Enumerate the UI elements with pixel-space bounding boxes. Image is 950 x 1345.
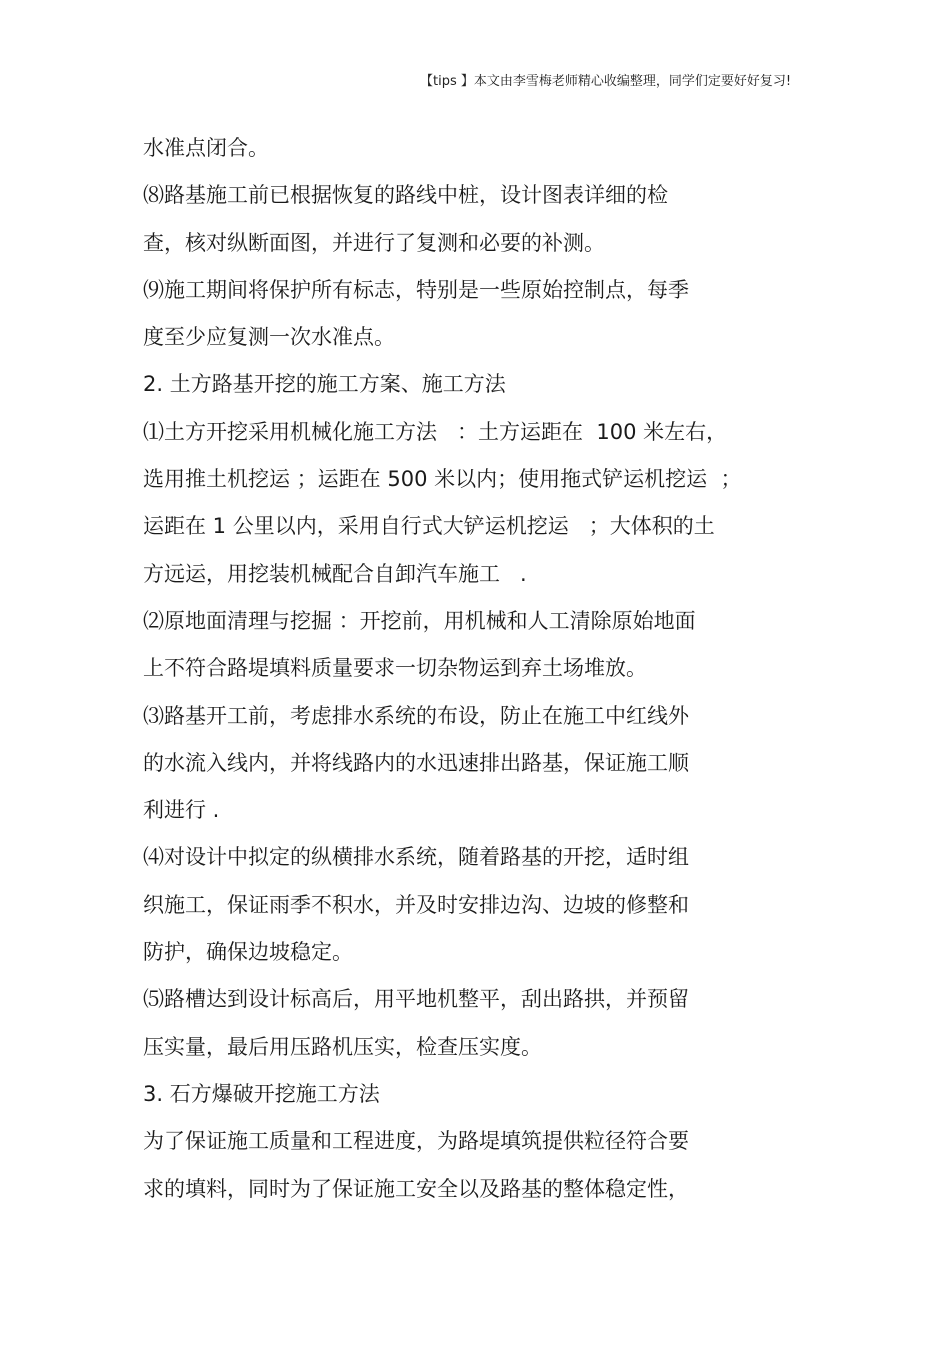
text-line: 方远运，用挖装机械配合自卸汽车施工 . (143, 561, 527, 586)
text-line: ⑴土方开挖采用机械化施工方法 ：土方运距在 100 米左右， (143, 419, 728, 444)
text-line: 的水流入线内，并将线路内的水迅速排出路基，保证施工顺 (143, 750, 689, 775)
text-line: ⑷对设计中拟定的纵横排水系统，随着路基的开挖，适时组 (143, 845, 689, 870)
document-body (143, 125, 823, 1213)
text-line: 为了保证施工质量和工程进度，为路堤填筑提供粒径符合要 (143, 1129, 689, 1154)
text-line: 织施工，保证雨季不积水，并及时安排边沟、边坡的修整和 (143, 892, 689, 917)
text-line: 防护，确保边坡稳定。 (143, 940, 353, 965)
text-line: 压实量，最后用压路机压实，检查压实度。 (143, 1034, 542, 1059)
section-heading: 3. 石方爆破开挖施工方法 (143, 1081, 380, 1106)
text-line: ⑼施工期间将保护所有标志，特别是一些原始控制点，每季 (143, 277, 689, 302)
text-line: ⑻路基施工前已根据恢复的路线中桩，设计图表详细的检 (143, 183, 668, 208)
text-line: ⑸路槽达到设计标高后，用平地机整平，刮出路拱，并预留 (143, 987, 689, 1012)
text-line: 度至少应复测一次水准点。 (143, 325, 395, 350)
text-line: 水准点闭合。 (143, 136, 269, 160)
section-heading: 2. 土方路基开挖的施工方案、施工方法 (143, 372, 506, 397)
text-line: 查，核对纵断面图，并进行了复测和必要的补测。 (143, 230, 605, 255)
text-line: 上不符合路堤填料质量要求一切杂物运到弃土场堆放。 (143, 656, 647, 681)
header-tip: 【tips 】本文由李雪梅老师精心收编整理，同学们定要好好复习! (420, 74, 792, 89)
text-line: 利进行 . (143, 798, 220, 823)
text-line: 选用推土机挖运 ；运距在 500 米以内；使用拖式铲运机挖运 ； (143, 467, 742, 492)
text-line: ⑵原地面清理与挖掘 ：开挖前，用机械和人工清除原始地面 (143, 608, 696, 633)
text-line: 求的填料，同时为了保证施工安全以及路基的整体稳定性， (143, 1176, 689, 1201)
text-line: ⑶路基开工前，考虑排水系统的布设，防止在施工中红线外 (143, 703, 689, 728)
text-line: 运距在 1 公里以内，采用自行式大铲运机挖运 ；大体积的土 (143, 514, 715, 539)
